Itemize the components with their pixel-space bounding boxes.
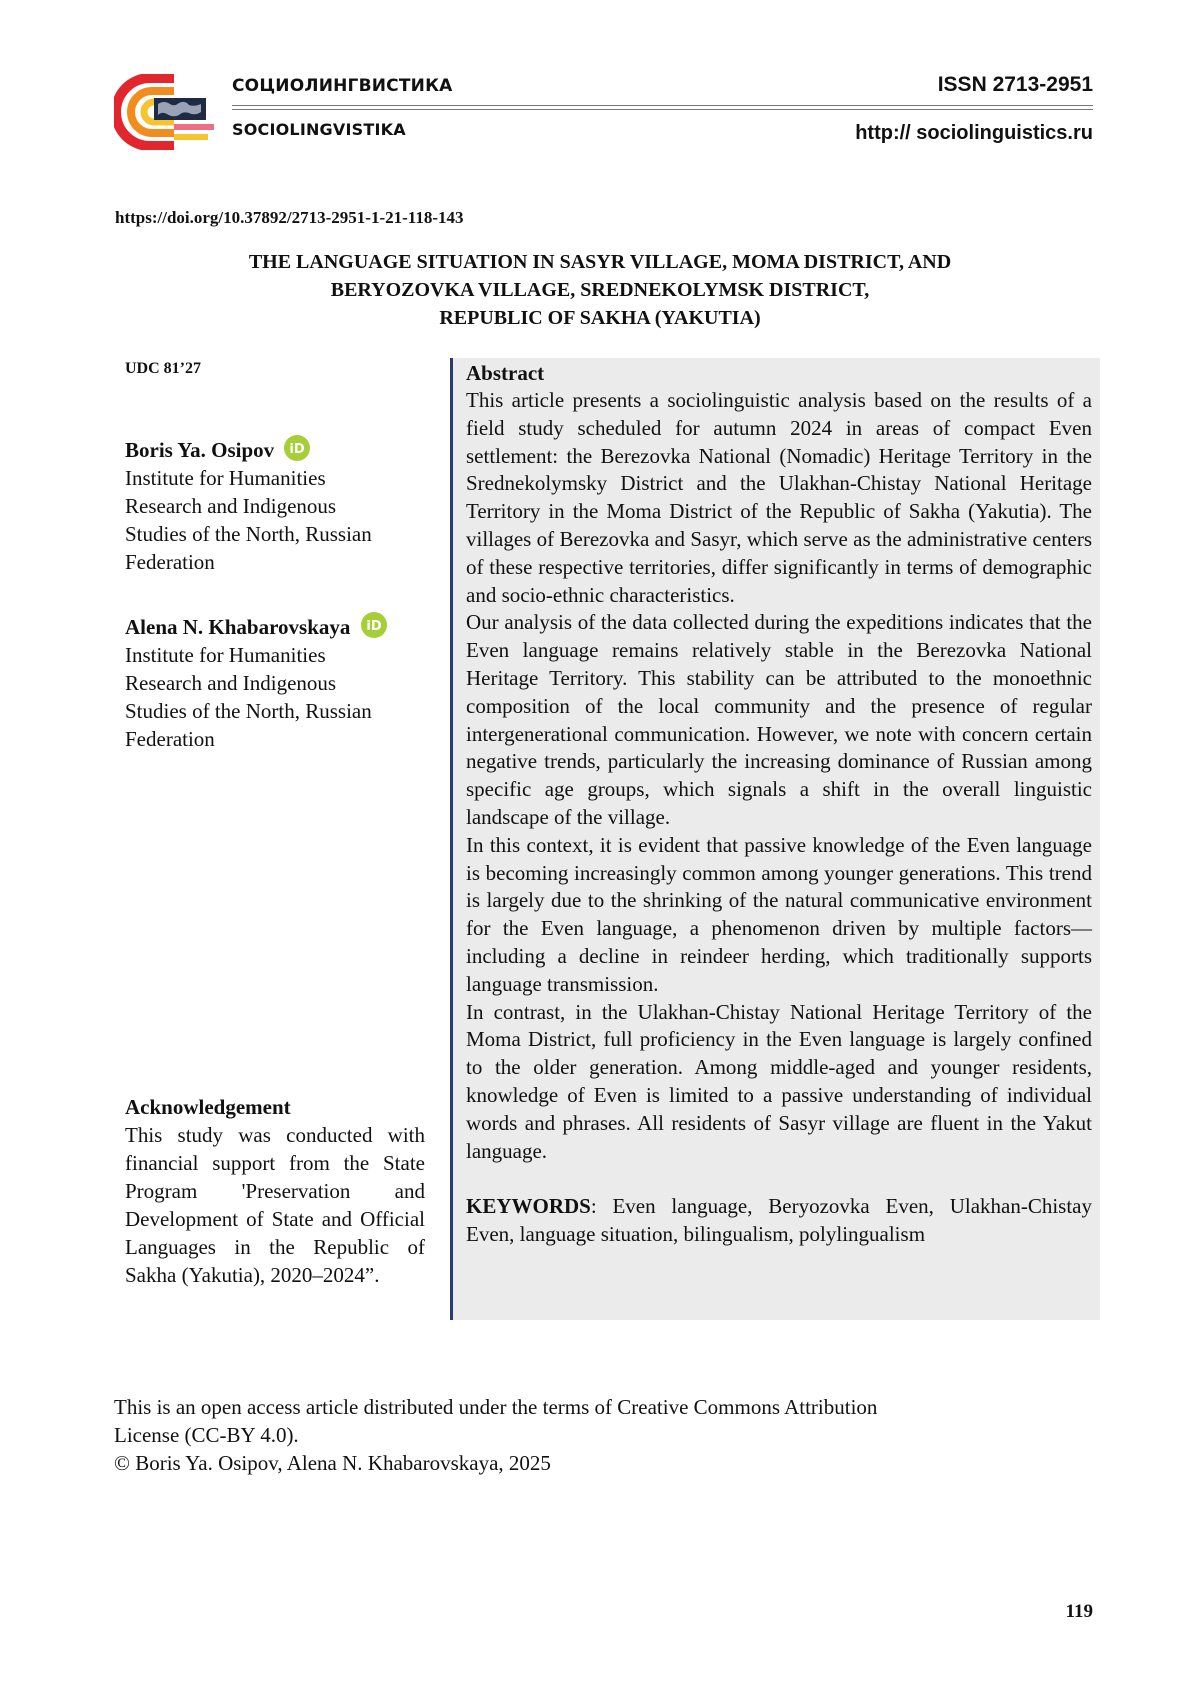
author-block (125, 434, 435, 576)
title-line: BERYOZOVKA VILLAGE, SREDNEKOLYMSK DISTRICT, (330, 279, 870, 301)
acknowledgement-heading: Acknowledgement (125, 1095, 291, 1119)
keywords-text: : Even language, Beryozovka Even, Ulakhan-Chistay Even, language situation, bilingualism, polylingualism (466, 1194, 1092, 1247)
keywords (466, 1193, 1100, 1249)
orcid-icon[interactable] (283, 434, 311, 462)
abstract-paragraph: In this context, it is evident that passive knowledge of the Even language is becoming increasingly common among younger generations. This trend is largely due to the shrinking of the natural communicative environment for the Even language, a phenomenon driven by multiple factors—including a decline in reindeer herding, which traditionally supports language transmission. (466, 832, 1092, 996)
license-line: License (CC-BY 4.0). (114, 1423, 299, 1447)
license-notice (114, 1393, 1074, 1477)
doi-link[interactable]: https://doi.org/10.37892/2713-2951-1-21-118-143 (115, 208, 464, 227)
abstract-box (450, 358, 1100, 1320)
keywords-label: KEYWORDS (466, 1194, 591, 1219)
affiliation-line: Studies of the North, Russian (125, 699, 372, 723)
journal-logo (114, 74, 214, 150)
author-name: Alena N. Khabarovskaya (125, 615, 351, 639)
affiliation-line: Federation (125, 550, 215, 574)
author-block (125, 611, 435, 753)
page-number: 119 (1065, 1601, 1093, 1622)
abstract-paragraph: In contrast, in the Ulakhan-Chistay National Heritage Territory of the Moma District, full proficiency in the Even language is largely confined to the older generation. Among middle-aged and younger residents, knowledge of Even is limited to a passive understanding of individual words and phrases. All residents of Sasyr village are fluent in the Yakut language. (466, 999, 1092, 1163)
affiliation-line: Research and Indigenous (125, 494, 337, 518)
header-rule-top (232, 105, 1093, 106)
svg-text:iD: iD (289, 442, 306, 457)
acknowledgement (125, 1093, 425, 1289)
license-line: This is an open access article distributed under the terms of Creative Commons Attribution (114, 1395, 878, 1419)
journal-name-ru: СОЦИОЛИНГВИСТИКА (232, 76, 453, 96)
abstract-heading: Abstract (466, 361, 545, 385)
title-line: REPUBLIC OF SAKHA (YAKUTIA) (439, 307, 761, 329)
copyright-line: © Boris Ya. Osipov, Alena N. Khabarovskaya, 2025 (114, 1451, 551, 1475)
author-name: Boris Ya. Osipov (125, 438, 275, 462)
article-title (115, 248, 1085, 332)
affiliation-line: Federation (125, 727, 215, 751)
orcid-icon[interactable] (360, 611, 388, 639)
title-line: THE LANGUAGE SITUATION IN SASYR VILLAGE, MOMA DISTRICT, AND (248, 251, 952, 273)
abstract-paragraph: Our analysis of the data collected during the expeditions indicates that the Even language remains relatively stable in the Berezovka National Heritage Territory. This stability can be attributed to the monoethnic composition of the local community and the presence of regular intergenerational communication. However, we note with concern certain negative trends, particularly the increasing dominance of Russian among specific age groups, which signals a shift in the overall linguistic landscape of the village. (466, 610, 1092, 829)
journal-website-link[interactable]: http:// sociolinguistics.ru (855, 122, 1093, 144)
affiliation-line: Studies of the North, Russian (125, 522, 372, 546)
issn: ISSN 2713-2951 (937, 73, 1093, 96)
header-rule-bottom (232, 109, 1093, 110)
acknowledgement-text: This study was conducted with financial support from the State Program 'Preservation and Development of State and Official Languages in the Republic of Sakha (Yakutia), 2020–2024”. (125, 1123, 425, 1287)
affiliation-line: Research and Indigenous (125, 671, 337, 695)
affiliation-line: Institute for Humanities (125, 466, 326, 490)
udc-code: UDC 81’27 (125, 360, 201, 377)
svg-text:iD: iD (366, 619, 382, 634)
affiliation-line: Institute for Humanities (125, 643, 326, 667)
abstract-paragraph: This article presents a sociolinguistic analysis based on the results of a field study scheduled for autumn 2024 in areas of compact Even settlement: the Berezovka National (Nomadic) Heritage Territory in the Srednekolymsky District and the Ulakhan-Chistay National Heritage Territory in the Moma District of the Republic of Sakha (Yakutia). The villages of Berezovka and Sasyr, which serve as the administrative centers of these respective territories, differ significantly in terms of demographic and socio-ethnic characteristics. (466, 388, 1092, 607)
journal-name-en: SOCIOLINGVISTIKA (232, 120, 406, 139)
